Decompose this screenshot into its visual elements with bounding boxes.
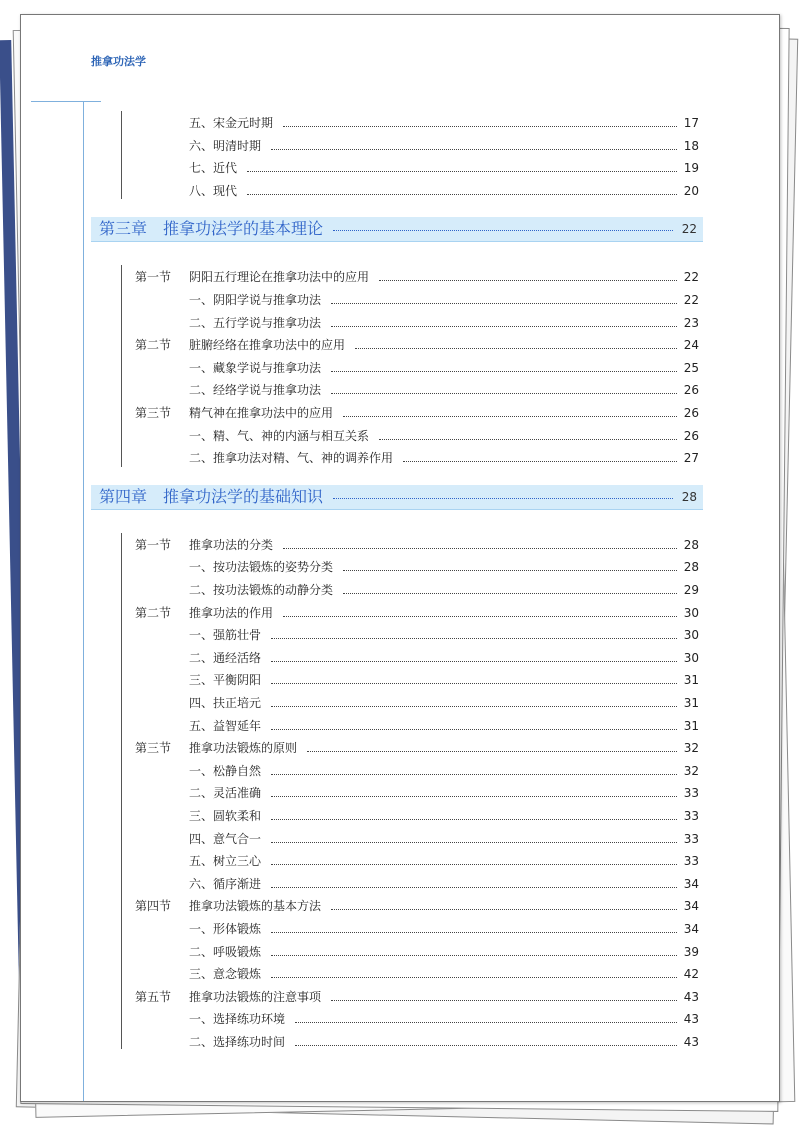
item-title: 三、意念锻炼 (189, 967, 262, 982)
page-number: 22 (683, 293, 699, 307)
item-entry[interactable] (21, 358, 779, 378)
section-number: 第五节 (135, 989, 172, 1004)
page-number: 20 (683, 183, 699, 198)
chapter-page-number: 22 (681, 222, 697, 237)
running-head: 推拿功法学 (91, 55, 146, 68)
item-title: 五、益智延年 (189, 718, 262, 733)
item-entry[interactable] (21, 964, 779, 984)
dot-leader (331, 326, 677, 327)
item-entry[interactable] (21, 806, 779, 826)
dot-leader (271, 661, 677, 662)
page-number: 33 (683, 831, 699, 846)
chapter-heading[interactable] (91, 217, 703, 242)
section-entry[interactable] (21, 603, 779, 623)
toc-page (20, 14, 780, 1102)
section-number: 第三节 (135, 741, 172, 756)
section-number: 第二节 (135, 338, 172, 353)
dot-leader (343, 416, 677, 417)
item-entry[interactable] (21, 158, 779, 178)
chapter-title: 第三章 推拿功法学的基本理论 (99, 219, 324, 239)
dot-leader (271, 774, 677, 775)
section-title: 推拿功法的作用 (189, 605, 274, 620)
item-entry[interactable] (21, 181, 779, 201)
dot-leader (271, 887, 677, 888)
dot-leader (343, 593, 677, 594)
item-title: 一、强筋壮骨 (189, 628, 262, 643)
item-title: 一、藏象学说与推拿功法 (189, 360, 322, 375)
item-entry[interactable] (21, 380, 779, 400)
section-entry[interactable] (21, 335, 779, 355)
page-number: 30 (683, 650, 699, 665)
item-title: 四、意气合一 (189, 831, 262, 846)
section-title: 精气神在推拿功法中的应用 (189, 406, 334, 420)
item-title: 一、按功法锻炼的姿势分类 (189, 560, 334, 575)
page-number: 34 (683, 922, 699, 936)
dot-leader (331, 909, 677, 910)
page-number: 34 (683, 899, 699, 914)
item-title: 七、近代 (189, 161, 238, 176)
item-entry[interactable] (21, 942, 779, 962)
section-entry[interactable] (21, 896, 779, 916)
dot-leader (247, 194, 677, 195)
dot-leader (247, 171, 677, 172)
item-title: 二、呼吸锻炼 (189, 944, 262, 959)
item-title: 四、扶正培元 (189, 696, 262, 710)
page-number: 26 (683, 428, 699, 443)
section-entry[interactable] (21, 267, 779, 287)
page-number: 29 (683, 583, 699, 597)
page-number: 17 (683, 116, 699, 130)
header-rule (31, 101, 101, 102)
page-number: 31 (683, 718, 699, 733)
dot-leader (331, 303, 677, 304)
item-title: 一、选择练功环境 (189, 1012, 286, 1027)
dot-leader (283, 616, 677, 617)
dot-leader (307, 751, 677, 752)
page-number: 28 (683, 537, 699, 552)
item-entry[interactable] (21, 783, 779, 803)
dot-leader (283, 126, 677, 127)
page-number: 30 (683, 628, 699, 643)
dot-leader (271, 842, 677, 843)
item-title: 二、按功法锻炼的动静分类 (189, 583, 334, 597)
page-number: 25 (683, 360, 699, 375)
dot-leader (271, 977, 677, 978)
page-number: 26 (683, 406, 699, 420)
chapter-heading[interactable] (91, 485, 703, 510)
item-entry[interactable] (21, 716, 779, 736)
dot-leader (271, 955, 677, 956)
dot-leader (331, 393, 677, 394)
dot-leader (333, 230, 673, 231)
section-number: 第一节 (135, 537, 172, 552)
item-title: 一、阴阳学说与推拿功法 (189, 293, 322, 307)
item-title: 一、形体锻炼 (189, 922, 262, 936)
page-number: 31 (683, 673, 699, 688)
dot-leader (333, 498, 673, 499)
item-entry[interactable] (21, 448, 779, 468)
item-entry[interactable] (21, 580, 779, 600)
page-number: 33 (683, 854, 699, 869)
item-title: 二、五行学说与推拿功法 (189, 315, 322, 330)
page-number: 27 (683, 451, 699, 466)
section-number: 第一节 (135, 270, 172, 285)
dot-leader (379, 439, 677, 440)
section-title: 脏腑经络在推拿功法中的应用 (189, 338, 346, 353)
page-number: 43 (683, 989, 699, 1004)
dot-leader (271, 706, 677, 707)
section-title: 推拿功法锻炼的基本方法 (189, 899, 322, 914)
page-number: 19 (683, 161, 699, 176)
item-entry[interactable] (21, 874, 779, 894)
dot-leader (283, 548, 677, 549)
item-title: 五、宋金元时期 (189, 116, 274, 130)
item-entry[interactable] (21, 693, 779, 713)
dot-leader (271, 796, 677, 797)
dot-leader (379, 280, 677, 281)
dot-leader (271, 819, 677, 820)
toc-group-rule (121, 111, 122, 199)
item-entry[interactable] (21, 648, 779, 668)
dot-leader (271, 729, 677, 730)
section-number: 第三节 (135, 406, 172, 420)
item-title: 八、现代 (189, 183, 238, 198)
section-entry[interactable] (21, 403, 779, 423)
page-number: 32 (683, 741, 699, 756)
dot-leader (331, 1000, 677, 1001)
section-entry[interactable] (21, 535, 779, 555)
page-number: 42 (683, 967, 699, 982)
item-entry[interactable] (21, 1032, 779, 1052)
item-title: 六、明清时期 (189, 138, 262, 153)
dot-leader (355, 348, 677, 349)
item-entry[interactable] (21, 670, 779, 690)
section-number: 第二节 (135, 605, 172, 620)
item-title: 六、循序渐进 (189, 876, 262, 891)
chapter-title: 第四章 推拿功法学的基础知识 (99, 486, 324, 506)
item-entry[interactable] (21, 829, 779, 849)
page-number: 43 (683, 1012, 699, 1027)
item-entry[interactable] (21, 919, 779, 939)
page-number: 22 (683, 270, 699, 285)
toc-group-rule (121, 533, 122, 1049)
section-title: 推拿功法的分类 (189, 537, 274, 552)
page-number: 39 (683, 944, 699, 959)
section-entry[interactable] (21, 987, 779, 1007)
dot-leader (271, 683, 677, 684)
page-number: 23 (683, 315, 699, 330)
item-title: 五、树立三心 (189, 854, 262, 869)
page-number: 30 (683, 605, 699, 620)
dot-leader (271, 864, 677, 865)
section-number: 第四节 (135, 899, 172, 914)
page-number: 18 (683, 138, 699, 153)
item-title: 三、平衡阴阳 (189, 673, 262, 688)
dot-leader (403, 461, 677, 462)
page-number: 43 (683, 1035, 699, 1049)
dot-leader (343, 570, 677, 571)
item-entry[interactable] (21, 557, 779, 577)
item-title: 二、选择练功时间 (189, 1035, 286, 1049)
page-number: 33 (683, 809, 699, 823)
page-number: 34 (683, 876, 699, 891)
item-entry[interactable] (21, 761, 779, 781)
section-title: 推拿功法锻炼的注意事项 (189, 989, 322, 1004)
item-title: 一、松静自然 (189, 763, 262, 778)
item-entry[interactable] (21, 851, 779, 871)
page-number: 26 (683, 383, 699, 398)
item-title: 二、灵活准确 (189, 786, 262, 801)
item-title: 一、精、气、神的内涵与相互关系 (189, 428, 370, 443)
item-entry[interactable] (21, 290, 779, 310)
section-title: 推拿功法锻炼的原则 (189, 741, 298, 756)
item-entry[interactable] (21, 313, 779, 333)
item-title: 二、通经活络 (189, 650, 262, 665)
item-title: 三、圆软柔和 (189, 809, 262, 823)
section-entry[interactable] (21, 738, 779, 758)
item-entry[interactable] (21, 113, 779, 133)
item-entry[interactable] (21, 136, 779, 156)
page-number: 24 (683, 338, 699, 353)
item-entry[interactable] (21, 426, 779, 446)
page-number: 33 (683, 786, 699, 801)
item-title: 二、经络学说与推拿功法 (189, 383, 322, 398)
dot-leader (271, 638, 677, 639)
dot-leader (295, 1022, 677, 1023)
section-title: 阴阳五行理论在推拿功法中的应用 (189, 270, 370, 285)
page-number: 31 (683, 696, 699, 710)
chapter-page-number: 28 (681, 489, 697, 504)
page-number: 28 (683, 560, 699, 575)
item-entry[interactable] (21, 1009, 779, 1029)
dot-leader (295, 1045, 677, 1046)
item-entry[interactable] (21, 625, 779, 645)
toc-group-rule (121, 265, 122, 466)
dot-leader (271, 932, 677, 933)
page-number: 32 (683, 763, 699, 778)
dot-leader (331, 371, 677, 372)
item-title: 二、推拿功法对精、气、神的调养作用 (189, 451, 394, 466)
dot-leader (271, 149, 677, 150)
